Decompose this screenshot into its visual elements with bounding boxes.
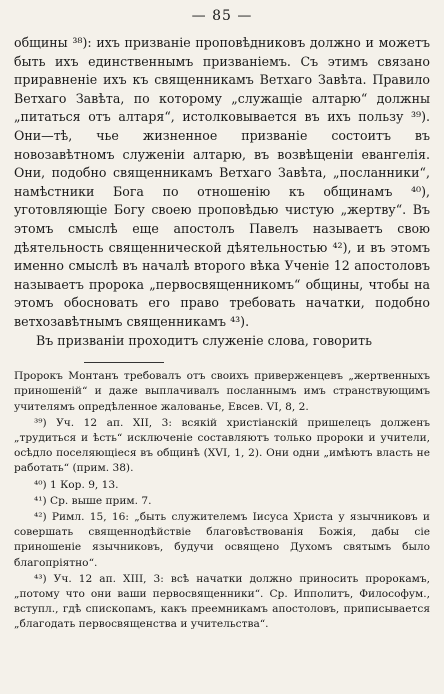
footnote: ⁴¹) Ср. выше прим. 7. (34, 494, 152, 507)
footnote: ³⁹) Уч. 12 ап. XII, 3: всякiй христiанскiй пришелецъ долженъ „трудиться и ѣсть“ исключенiе составляютъ только пророки и учители, осѣдло поселяющiеся въ общинѣ (XVI, 1, 2). Они одни „имѣютъ власть не работать“ (прим. 38). (14, 416, 430, 475)
footnote: ⁴²) Римл. 15, 16: „быть служителемъ Iисуса Христа у язычниковъ и совершать священнодѣйствiе благовѣствованiя Божiя, дабы сiе приношенiе язычниковъ, будучи освящено Духомъ святымъ было благопрiятно“. (14, 510, 430, 569)
footnote: ⁴⁰) 1 Кор. 9, 13. (34, 478, 119, 491)
main-text (14, 34, 430, 350)
footnotes (14, 369, 430, 632)
page-number: — 85 — (191, 8, 253, 24)
paragraph: Въ призванiи проходитъ служенiе слова, говорить (36, 332, 373, 348)
footnote: Пророкъ Монтанъ требовалъ отъ своихъ приверженцевъ „жертвенныхъ приношенiй“ и даже выплачивалъ посланнымъ имъ странствующимъ учителямъ опредѣленное жалованье, Евсев. VI, 8, 2. (14, 370, 430, 413)
footnote-divider (84, 362, 164, 363)
footnote: ⁴³) Уч. 12 ап. XIII, 3: всѣ начатки должно приносить пророкамъ, „потому что они ваши первосвященники“. Ср. Ипполитъ, Философум., вступл., гдѣ спископамъ, какъ преемникамъ апостоловъ, приписывается „благодать первосвященства и учительства“. (14, 572, 430, 631)
paragraph: общины ³⁸): ихъ призванiе проповѣдниковъ должно и можетъ быть ихъ единственнымъ призванiемъ. Съ этимъ связано приравненiе ихъ къ священникамъ Ветхаго Завѣта. Правило Ветхаго Завѣта, по которому „служащiе алтарю“ должны „питаться отъ алтаря“, истолковывается въ ихъ пользу ³⁹). Они—тѣ, чье жизненное призванiе состоитъ въ новозавѣтномъ служенiи алтарю, въ возвѣщенiи евангелiя. Они, подобно священникамъ Ветхаго Завѣта, „посланники“, намѣстники Бога по отношенiю къ общинамъ ⁴⁰), уготовляющiе Богу своею проповѣдью чистую „жертву“. Въ этомъ смыслѣ еще апостолъ Павелъ называетъ свою дѣятельность священнической дѣятельностью ⁴²), и въ этомъ именно смыслѣ въ началѣ второго вѣка Ученiе 12 апостоловъ называетъ пророка „первосвященникомъ“ общины, чтобы на этомъ обосновать его право требовать начатки, подобно ветхозавѣтнымъ священникамъ ⁴³). (14, 35, 430, 329)
